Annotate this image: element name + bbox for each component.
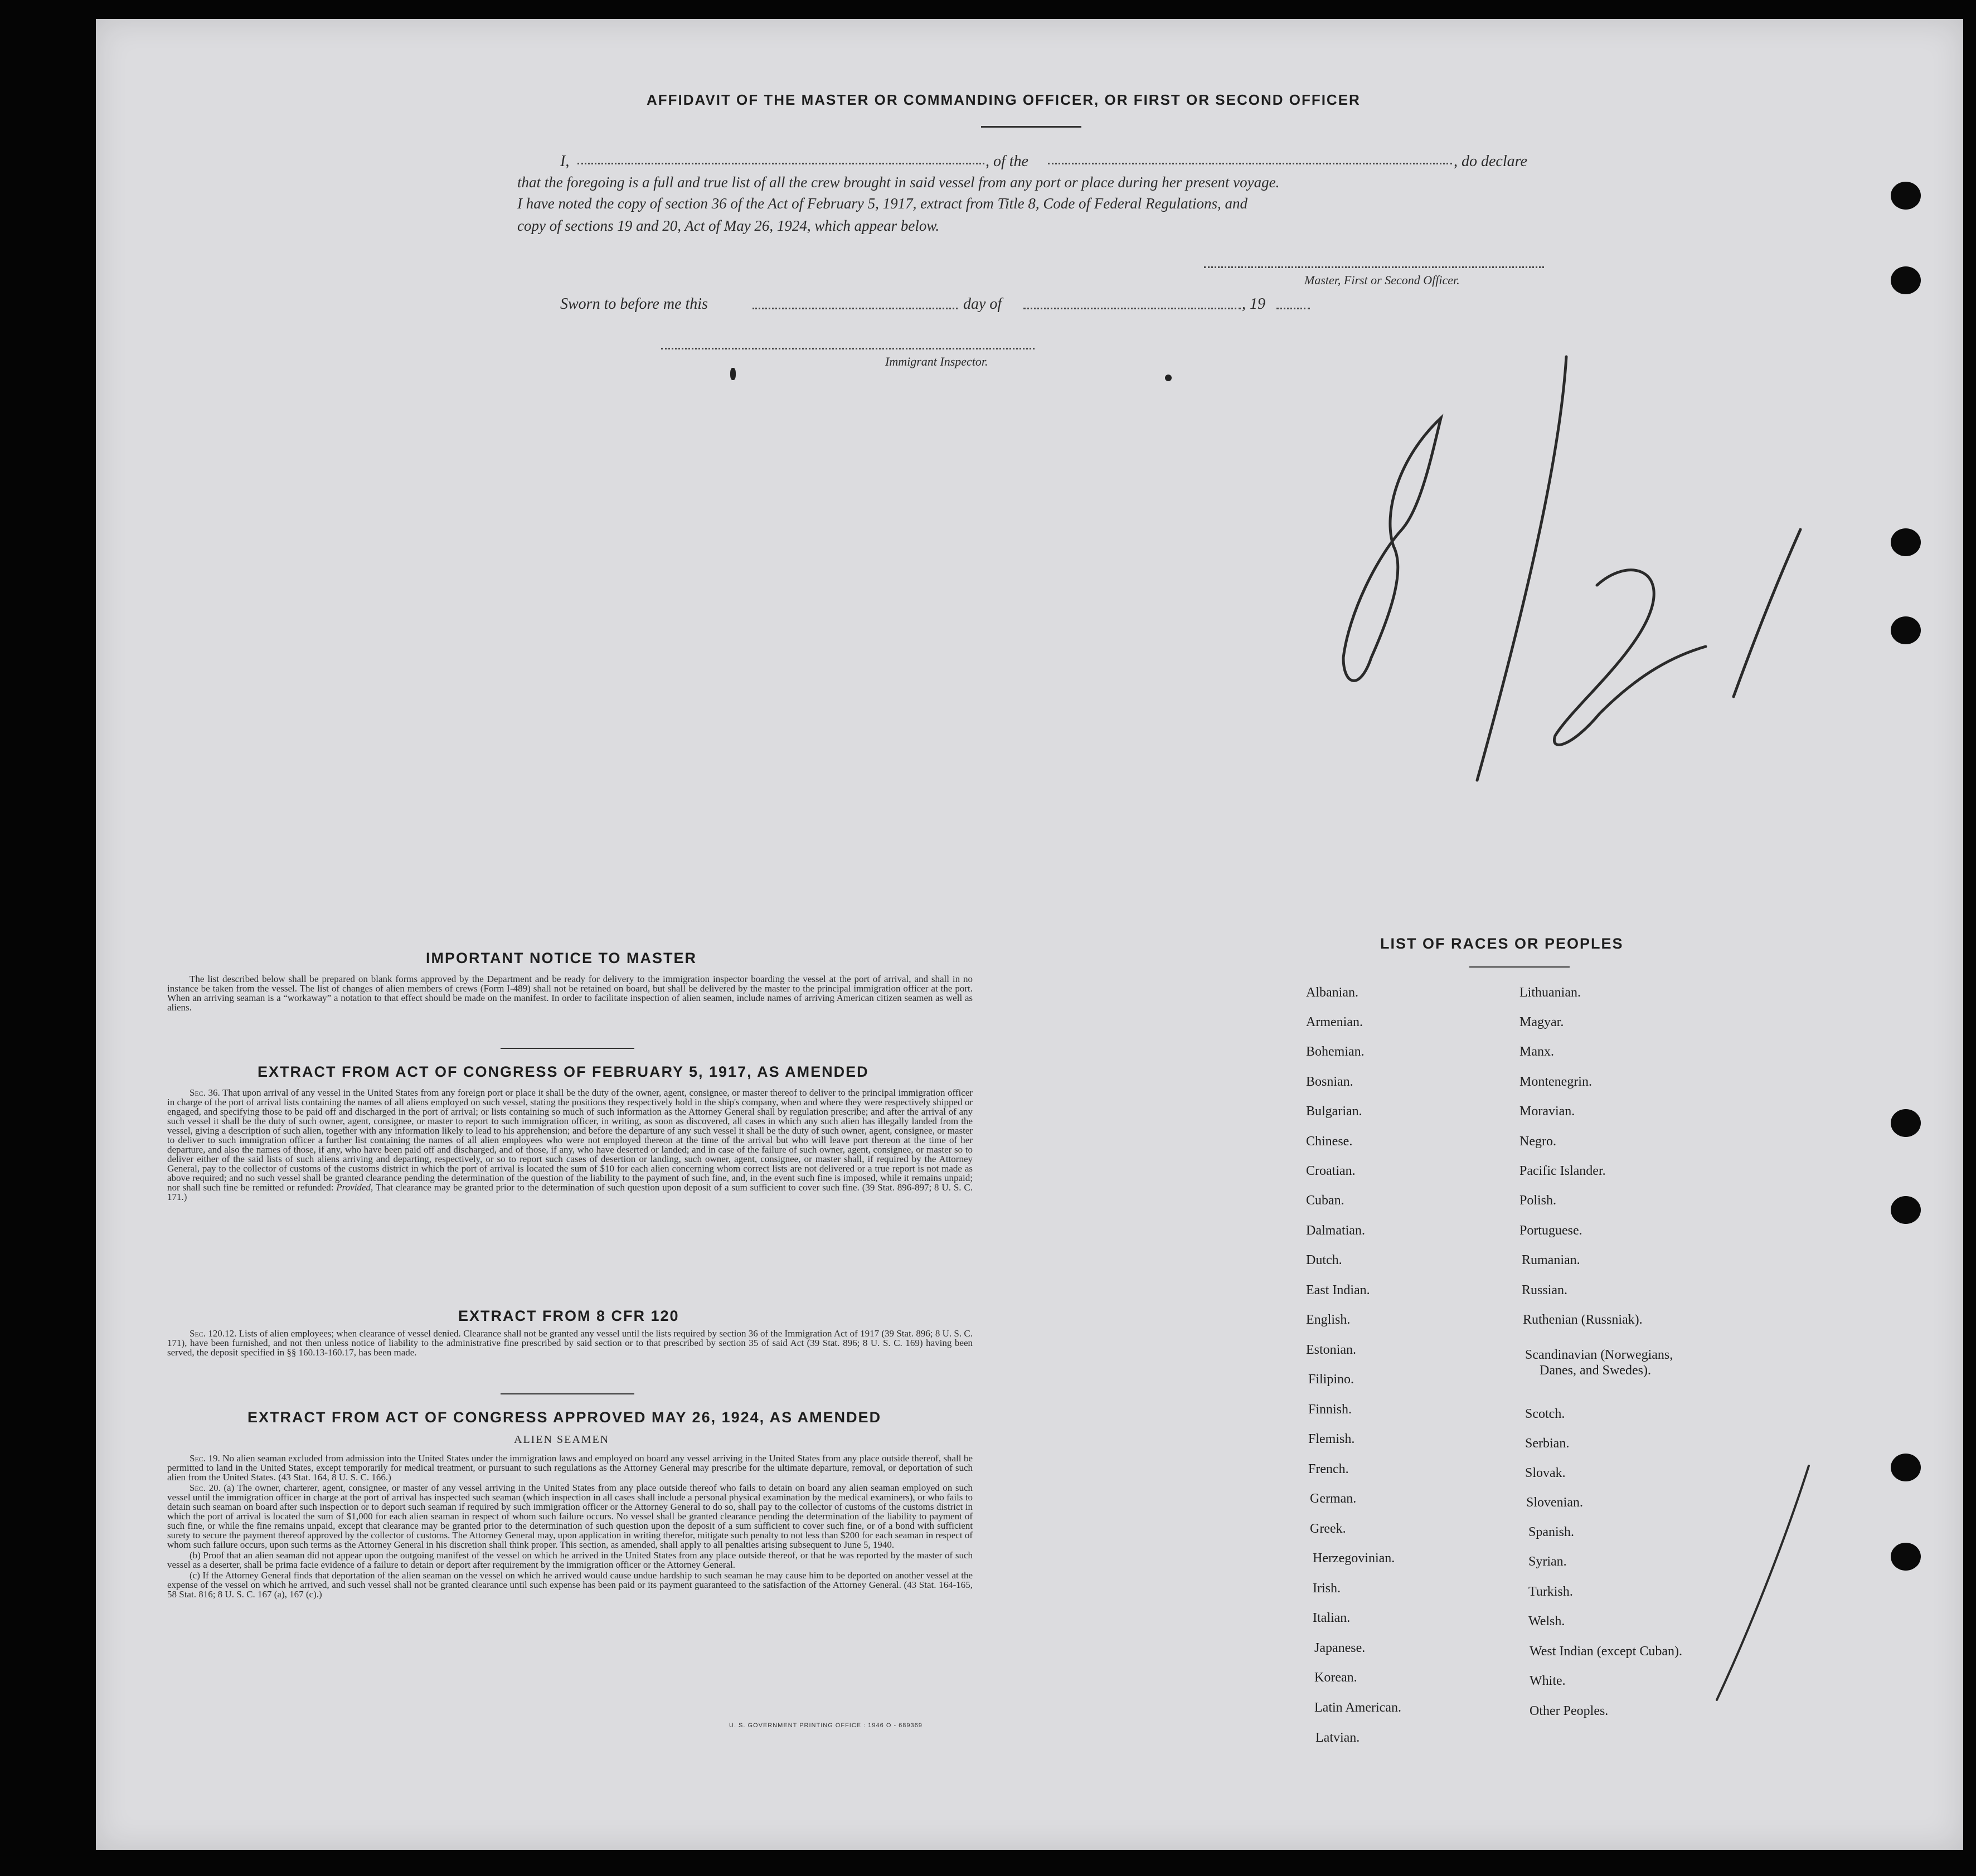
race-item: Italian. bbox=[1313, 1611, 1351, 1625]
ink-speck bbox=[730, 368, 736, 380]
races-title: LIST OF RACES OR PEOPLES bbox=[1380, 935, 1624, 952]
race-item: Latvian. bbox=[1315, 1731, 1360, 1745]
extract-1924-body: Sec. 19. No alien seaman excluded from admission into the United States under the immigration laws and employed on board any vessel arriving in the United States from any place outside thereof, shall be permitted to land in the United States, except temporarily for medical treatment, or pursuant to such regulations as the Attorney General may prescribe for the ultimate departure, removal, or deportation of such alien from the United States. (43 Stat. 164, 8 U. S. C. 166.) Sec. 20. (a) The owner, charterer, agent, consignee, or master of any vessel arriving in the United States from any place outside thereof who fails to detain on board any alien seaman employed on such vessel until the immigration officer in charge at the port of arrival has inspected such seaman (which inspection in all cases shall include a personal physical examination by the medical examiners), or who fails to detain such seaman on board after such inspection or to deport such seaman if required by such immigration officer or the Attorney General to do so, shall pay to the collector of customs of the customs district in which the port of arrival is located the sum of $1,000 for each alien seaman in respect of whom such failure occurs. No vessel shall be granted clearance pending the determination of the liability to payment of such fine, or while the fine remains unpaid, except that clearance may be granted prior to the determination of such question upon the deposit of a sum sufficient to cover such fine, or of a bond with sufficient surety to secure the payment thereof approved by the collector of customs. The Attorney General may, upon application in writing therefor, mitigate such penalty to not less than $200 for each seaman in respect of whom such failure occurs, upon such terms as the Attorney General in his discretion shall think proper. This section, as amended, shall apply to all penalties arising subsequent to June 5, 1940. (b) Proof that an alien seaman did not appear upon the outgoing manifest of the vessel on which he arrived in the United States from any place outside thereof, or that he was reported by the master of such vessel as a deserter, shall be prima facie evidence of a failure to detain or deport after requirement by the immigration officer or the Attorney General. (c) If the Attorney General finds that deportation of the alien seaman on the vessel on which he arrived would cause undue hardship to such seaman he may cause him to be deported on another vessel at the expense of the vessel on which he arrived, and such vessel shall not be granted clearance until such expense has been paid or its payment guaranteed to the satisfaction of the Attorney General. (43 Stat. 164-165, 58 Stat. 816; 8 U. S. C. 167 (a), 167 (c).) bbox=[167, 1453, 973, 1600]
binder-hole bbox=[1891, 1109, 1921, 1137]
sworn-year-blank bbox=[1276, 308, 1310, 309]
race-item: West Indian (except Cuban). bbox=[1530, 1644, 1682, 1659]
binder-hole bbox=[1891, 616, 1921, 644]
race-item: Latin American. bbox=[1314, 1700, 1401, 1715]
race-item: Bulgarian. bbox=[1306, 1104, 1362, 1119]
race-item: White. bbox=[1530, 1674, 1566, 1688]
sworn-day-of: day of bbox=[963, 295, 1002, 313]
inspector-signature-line bbox=[661, 348, 1035, 349]
master-signature-label: Master, First or Second Officer. bbox=[1304, 273, 1460, 287]
race-item: Albanian. bbox=[1306, 985, 1358, 1000]
race-item: Ruthenian (Russniak). bbox=[1523, 1313, 1643, 1327]
sworn-prefix: Sworn to before me this bbox=[560, 295, 708, 313]
race-item: Danes, and Swedes). bbox=[1540, 1363, 1651, 1378]
divider bbox=[501, 1048, 634, 1049]
race-item: Greek. bbox=[1310, 1522, 1346, 1536]
race-item: Spanish. bbox=[1528, 1525, 1575, 1539]
binder-hole bbox=[1891, 1454, 1921, 1481]
race-item: Scandinavian (Norwegians, bbox=[1525, 1348, 1673, 1362]
extract-1924-title: EXTRACT FROM ACT OF CONGRESS APPROVED MAY 26, 1924, AS AMENDED bbox=[247, 1409, 882, 1426]
race-item: Other Peoples. bbox=[1530, 1704, 1609, 1718]
race-item: Russian. bbox=[1522, 1283, 1568, 1297]
vessel-blank bbox=[1048, 163, 1452, 164]
race-item: Lithuanian. bbox=[1519, 985, 1581, 1000]
affidavit-title: AFFIDAVIT OF THE MASTER OR COMMANDING OFFICER, OR FIRST OR SECOND OFFICER bbox=[647, 91, 1361, 108]
race-item: Korean. bbox=[1314, 1670, 1357, 1685]
race-item: Portuguese. bbox=[1519, 1223, 1582, 1238]
divider bbox=[501, 1393, 634, 1394]
race-item: Finnish. bbox=[1308, 1402, 1352, 1417]
race-item: Magyar. bbox=[1519, 1015, 1564, 1029]
notice-title: IMPORTANT NOTICE TO MASTER bbox=[426, 950, 697, 966]
inspector-label: Immigrant Inspector. bbox=[885, 354, 988, 368]
race-item: Bohemian. bbox=[1306, 1044, 1365, 1059]
affidavit-line-2: that the foregoing is a full and true list of all the crew brought in said vessel from any port or place during her present voyage. bbox=[517, 174, 1280, 191]
handwritten-tick-mark bbox=[1706, 1460, 1817, 1705]
race-item: German. bbox=[1310, 1491, 1357, 1506]
race-item: Filipino. bbox=[1308, 1372, 1354, 1387]
race-item: Negro. bbox=[1519, 1134, 1556, 1149]
master-signature-line bbox=[1204, 266, 1544, 268]
affidavit-line-4: copy of sections 19 and 20, Act of May 26, 1924, which appear below. bbox=[517, 217, 940, 234]
race-item: Slovenian. bbox=[1526, 1495, 1583, 1510]
race-item: East Indian. bbox=[1306, 1283, 1370, 1297]
race-item: French. bbox=[1308, 1462, 1349, 1476]
extract-1924-subtitle: ALIEN SEAMEN bbox=[514, 1433, 610, 1446]
race-item: Rumanian. bbox=[1522, 1253, 1580, 1267]
race-item: Dalmatian. bbox=[1306, 1223, 1365, 1238]
race-item: Flemish. bbox=[1308, 1432, 1355, 1446]
binder-hole bbox=[1891, 1196, 1921, 1224]
race-item: English. bbox=[1306, 1313, 1351, 1327]
affidavit-do-declare: , do declare bbox=[1454, 153, 1527, 170]
extract-1917-title: EXTRACT FROM ACT OF CONGRESS OF FEBRUARY 5, 1917, AS AMENDED bbox=[258, 1063, 869, 1080]
affidavit-i: I, bbox=[560, 153, 570, 170]
race-item: Croatian. bbox=[1306, 1164, 1356, 1178]
printer-line: U. S. GOVERNMENT PRINTING OFFICE : 1946 O - 689369 bbox=[729, 1722, 923, 1729]
race-item: Moravian. bbox=[1519, 1104, 1575, 1119]
extract-cfr-body: Sec. 120.12. Lists of alien employees; when clearance of vessel denied. Clearance shall not be granted any vessel until the lists required by section 36 of the Immigration Act of 1917 (39 Stat. 896; 8 U. S. C. 171), have been furnished, and not then unless notice of liability to the administrative fine prescribed by said section or to that prescribed by section 35 of said Act (39 Stat. 896; 8 U. S. C. 169) having been served, the deposit specified in §§ 160.13-160.17, has been made. bbox=[167, 1328, 973, 1358]
race-item: Bosnian. bbox=[1306, 1075, 1353, 1089]
binder-hole bbox=[1891, 528, 1921, 556]
sworn-year: , 19 bbox=[1242, 295, 1265, 313]
race-item: Pacific Islander. bbox=[1519, 1164, 1606, 1178]
ink-speck bbox=[1165, 375, 1172, 381]
race-item: Chinese. bbox=[1306, 1134, 1353, 1149]
race-item: Armenian. bbox=[1306, 1015, 1363, 1029]
race-item: Polish. bbox=[1519, 1193, 1557, 1208]
race-item: Montenegrin. bbox=[1519, 1075, 1592, 1089]
race-item: Turkish. bbox=[1528, 1585, 1573, 1599]
race-item: Cuban. bbox=[1306, 1193, 1344, 1208]
binder-hole bbox=[1891, 1543, 1921, 1571]
divider bbox=[981, 126, 1081, 128]
race-item: Slovak. bbox=[1525, 1466, 1566, 1480]
sworn-month-blank bbox=[1023, 308, 1241, 309]
race-item: Dutch. bbox=[1306, 1253, 1342, 1267]
sworn-day-blank bbox=[752, 308, 958, 309]
race-item: Scotch. bbox=[1525, 1407, 1565, 1421]
race-item: Irish. bbox=[1313, 1581, 1341, 1596]
race-item: Manx. bbox=[1519, 1044, 1554, 1059]
race-item: Serbian. bbox=[1525, 1436, 1570, 1451]
affidavit-of-the: , of the bbox=[985, 153, 1028, 170]
race-item: Japanese. bbox=[1314, 1641, 1366, 1655]
name-blank bbox=[577, 163, 984, 164]
affidavit-line-3: I have noted the copy of section 36 of the Act of February 5, 1917, extract from Title 8, Code of Federal Regulations, and bbox=[517, 195, 1248, 212]
binder-hole bbox=[1891, 182, 1921, 210]
extract-cfr-title: EXTRACT FROM 8 CFR 120 bbox=[458, 1308, 679, 1324]
race-item: Syrian. bbox=[1528, 1554, 1567, 1569]
race-item: Welsh. bbox=[1528, 1614, 1565, 1629]
divider bbox=[1469, 966, 1570, 968]
extract-1917-body: Sec. 36. That upon arrival of any vessel in the United States from any foreign port or place it shall be the duty of the owner, agent, consignee, or master thereof to deliver to the principal immigration officer in charge of the port of arrival lists containing the names of all aliens employed on such vessel, stating the positions they respectively hold in the ship's company, when and where they were respectively shipped or engaged, and specifying those to be paid off and discharged in the port of arrival; or lists containing so much of such information as the Attorney General shall by regulation prescribe; and after the arrival of any such vessel it shall be the duty of such owner, agent, consignee, or master to report to such immigration officer, in writing, as soon as discovered, all cases in which any such alien has illegally landed from the vessel, giving a description of such alien, together with any information likely to lead to his apprehension; and before the departure of any such vessel it shall be the duty of such owner, agent, consignee, or master to deliver to such immigration officer a further list containing the names of all alien employees who were not employed thereon at the time of the arrival but who will leave port thereon at the time of her departure, and also the names of those, if any, who have been paid off and discharged, and of those, if any, who have deserted or landed; and in case of the failure of such owner, agent, consignee, or master so to deliver either of the said lists of such aliens arriving and departing, respectively, or so to report such cases of desertion or landing, such owner, agent, consignee, or master shall, if required by the Attorney General, pay to the collector of customs of the customs district in which the port of arrival is located the sum of $10 for each alien concerning whom correct lists are not delivered or a true report is not made as above required; and no such vessel shall be granted clearance pending the determination of the question of the liability to the payment of such fine, and, in the event such fine is imposed, while it remains unpaid; nor shall such fine be remitted or refunded: Provided, That clearance may be granted prior to the determination of such question upon deposit of a sum sufficient to cover such fine. (39 Stat. 896-897; 8 U. S. C. 171.) bbox=[167, 1087, 973, 1202]
race-item: Herzegovinian. bbox=[1313, 1551, 1395, 1566]
binder-hole bbox=[1891, 266, 1921, 294]
handwritten-date-mark bbox=[1310, 346, 1828, 808]
notice-body: The list described below shall be prepared on blank forms approved by the Department and be ready for delivery to the immigration inspector boarding the vessel at the port of arrival, and shall in no instance be taken from the vessel. The list of changes of alien members of crews (Form I-489) shall not be retained on board, but shall be delivered by the master to the principal immigration officer at the port. When an arriving seaman is a “workaway” a notation to that effect should be made on the manifest. In order to facilitate inspection of alien seamen, include names of arriving American citizen seamen as well as aliens. bbox=[167, 974, 973, 1013]
race-item: Estonian. bbox=[1306, 1343, 1356, 1357]
